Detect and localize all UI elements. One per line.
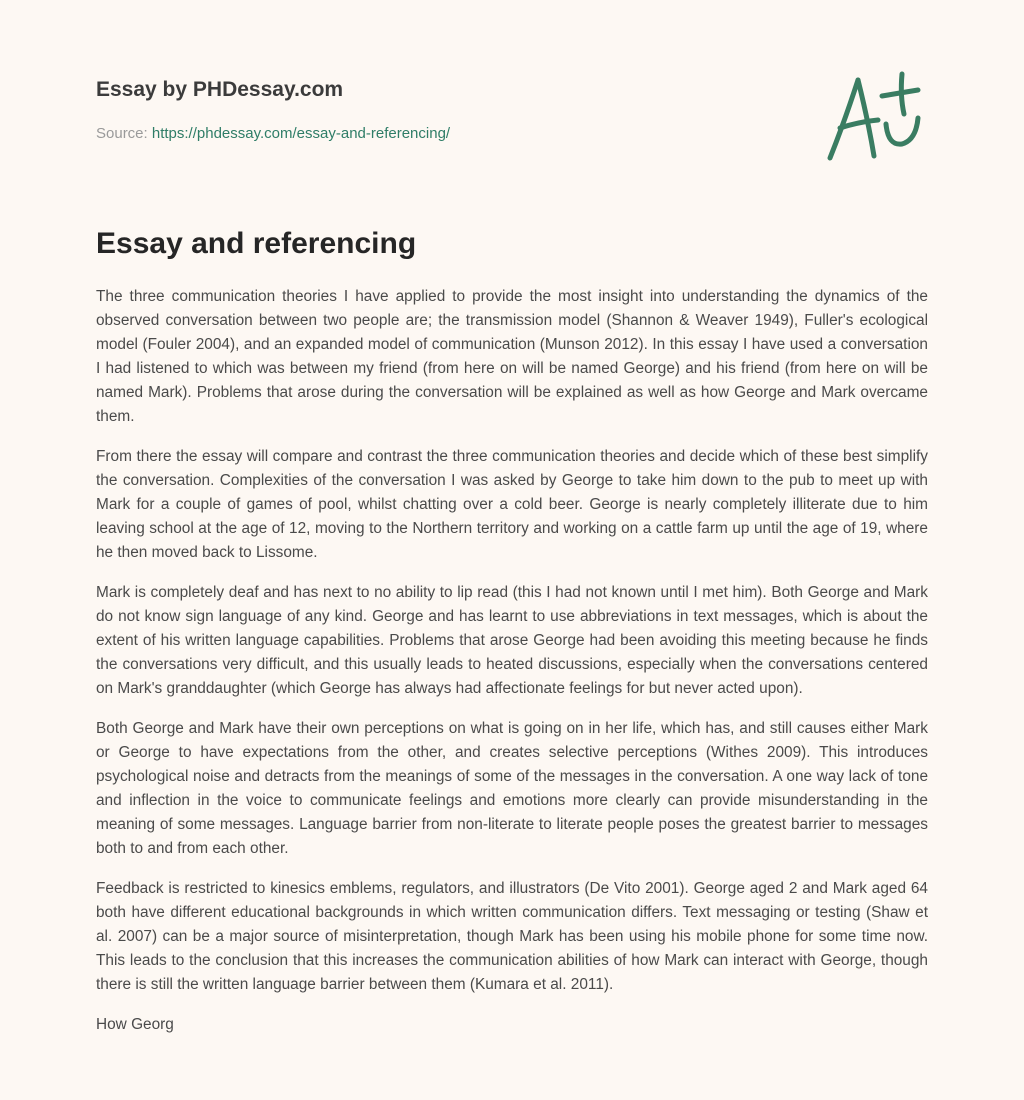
source-line xyxy=(96,124,450,144)
essay-paragraph: From there the essay will compare and contrast the three communication theories and decide which of these best simplify the conversation. Complexities of the conversation I was asked by George to take him down to the pub to meet up with Mark for a couple of games of pool, whilst chatting over a cold beer. George is nearly completely illiterate due to him leaving school at the age of 12, moving to the Northern territory and working on a cattle farm up until the age of 19, where he then moved back to Lissome. xyxy=(96,448,928,561)
essay-title: Essay and referencing xyxy=(96,227,417,260)
essay-paragraph: The three communication theories I have applied to provide the most insight into understanding the dynamics of the observed conversation between two people are; the transmission model (Shannon & Weaver 1949), Fuller's ecological model (Fouler 2004), and an expanded model of communication (Munson 2012). In this essay I have used a conversation I had listened to which was between my friend (from here on will be named George) and his friend (from here on will be named Mark). Problems that arose during the conversation will be explained as well as how George and Mark overcame them. xyxy=(96,288,928,425)
essay-paragraph: Mark is completely deaf and has next to no ability to lip read (this I had not known until I met him). Both George and Mark do not know sign language of any kind. George and has learnt to use abbreviations in text messages, which is about the extent of his written language capabilities. Problems that arose George had been avoiding this meeting because he finds the conversations very difficult, and this usually leads to heated discussions, especially when the conversations centered on Mark's granddaughter (which George has always had affectionate feelings for but never acted upon). xyxy=(96,584,928,697)
essay-paragraph: Both George and Mark have their own perceptions on what is going on in her life, which has, and still causes either Mark or George to have expectations from the other, and creates selective perceptions (Withes 2009). This introduces psychological noise and detracts from the meanings of some of the messages in the conversation. A one way lack of tone and inflection in the voice to communicate feelings and emotions more clearly can provide misunderstanding in the meaning of some messages. Language barrier from non-literate to literate people poses the greatest barrier to messages both to and from each other. xyxy=(96,720,928,857)
essay-body xyxy=(96,285,928,1053)
page-header xyxy=(96,76,928,142)
source-link[interactable]: https://phdessay.com/essay-and-referencing/ xyxy=(151,125,451,142)
source-label: Source: xyxy=(96,125,148,142)
essay-paragraph-truncated: How Georg xyxy=(96,1016,174,1033)
a-plus-grade-icon xyxy=(822,68,926,164)
site-title: Essay by PHDessay.com xyxy=(96,78,344,101)
essay-paragraph: Feedback is restricted to kinesics emblems, regulators, and illustrators (De Vito 2001). George aged 2 and Mark aged 64 both have different educational backgrounds in which written communication differs. Text messaging or testing (Shaw et al. 2007) can be a major source of misinterpretation, though Mark has been using his mobile phone for some time now. This leads to the conclusion that this increases the communication abilities of how Mark can interact with George, though there is still the written language barrier between them (Kumara et al. 2011). xyxy=(96,880,928,993)
